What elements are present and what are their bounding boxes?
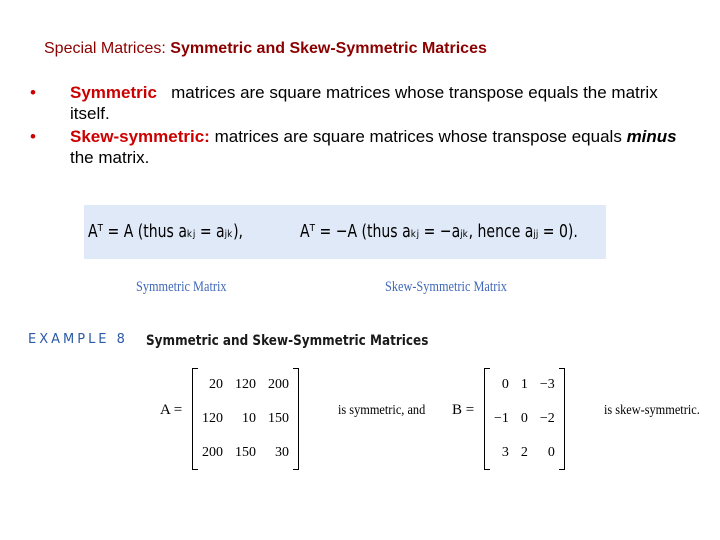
matrix-a-cell: 20 [209,377,223,392]
bullet-text: matrices are square matrices whose transpose equals [214,127,622,146]
bullet-emphasis: minus [626,127,677,146]
bullet-text-end: the matrix. [70,148,150,167]
term-skew-symmetric: Skew-symmetric: [70,127,210,146]
matrix-b-cell: 3 [501,445,509,460]
matrix-b-cell: 0 [520,411,528,426]
matrix-a-cell: 120 [202,411,223,426]
matrix-a-cell: 200 [268,377,289,392]
matrix-a [196,368,295,470]
matrix-b [488,368,561,470]
matrix-b-cell: −3 [539,377,555,392]
matrix-b-cell: 0 [547,445,555,460]
matrix-b-cell: 1 [520,377,528,392]
matrix-a-cell: 120 [235,377,256,392]
matrix-b-cell: 2 [520,445,528,460]
formula-skew-symmetric: Aᵀ = −A (thus aₖⱼ = −aⱼₖ, hence aⱼⱼ = 0). [300,221,578,242]
bullet-marker: • [30,127,36,146]
matrix-a-cell: 10 [242,411,256,426]
caption-symmetric: Symmetric Matrix [136,279,227,295]
matrix-b-cell: −2 [539,411,555,426]
matrix-a-cell: 30 [275,445,289,460]
caption-skew-symmetric: Skew-Symmetric Matrix [385,279,507,295]
definition-formula-box [84,205,606,259]
example-title: Symmetric and Skew-Symmetric Matrices [146,333,429,349]
bullet-skew [30,126,690,168]
matrix-a-cell: 150 [268,411,289,426]
bullet-list [30,82,690,170]
page-title [44,40,487,58]
title-emphasis: Symmetric and Skew-Symmetric Matrices [170,40,487,57]
example-label: EXAMPLE 8 [28,332,128,347]
matrix-b-description: is skew-symmetric. [604,403,700,418]
matrix-a-cell: 150 [235,445,256,460]
matrix-a-description: is symmetric, and [338,403,426,418]
bullet-text: matrices are square matrices whose transpose equals the matrix itself. [70,83,658,123]
bullet-symmetric [30,82,690,124]
matrix-b-label: B = [452,402,475,418]
formula-symmetric: Aᵀ = A (thus aₖⱼ = aⱼₖ), [88,221,244,242]
matrix-a-cell: 200 [202,445,223,460]
bullet-marker: • [30,83,36,102]
title-lead: Special Matrices: [44,40,166,57]
matrix-b-cell: −1 [494,411,509,426]
matrix-b-cell: 0 [501,377,509,392]
term-symmetric: Symmetric [70,83,157,102]
matrix-a-label: A = [160,402,183,418]
